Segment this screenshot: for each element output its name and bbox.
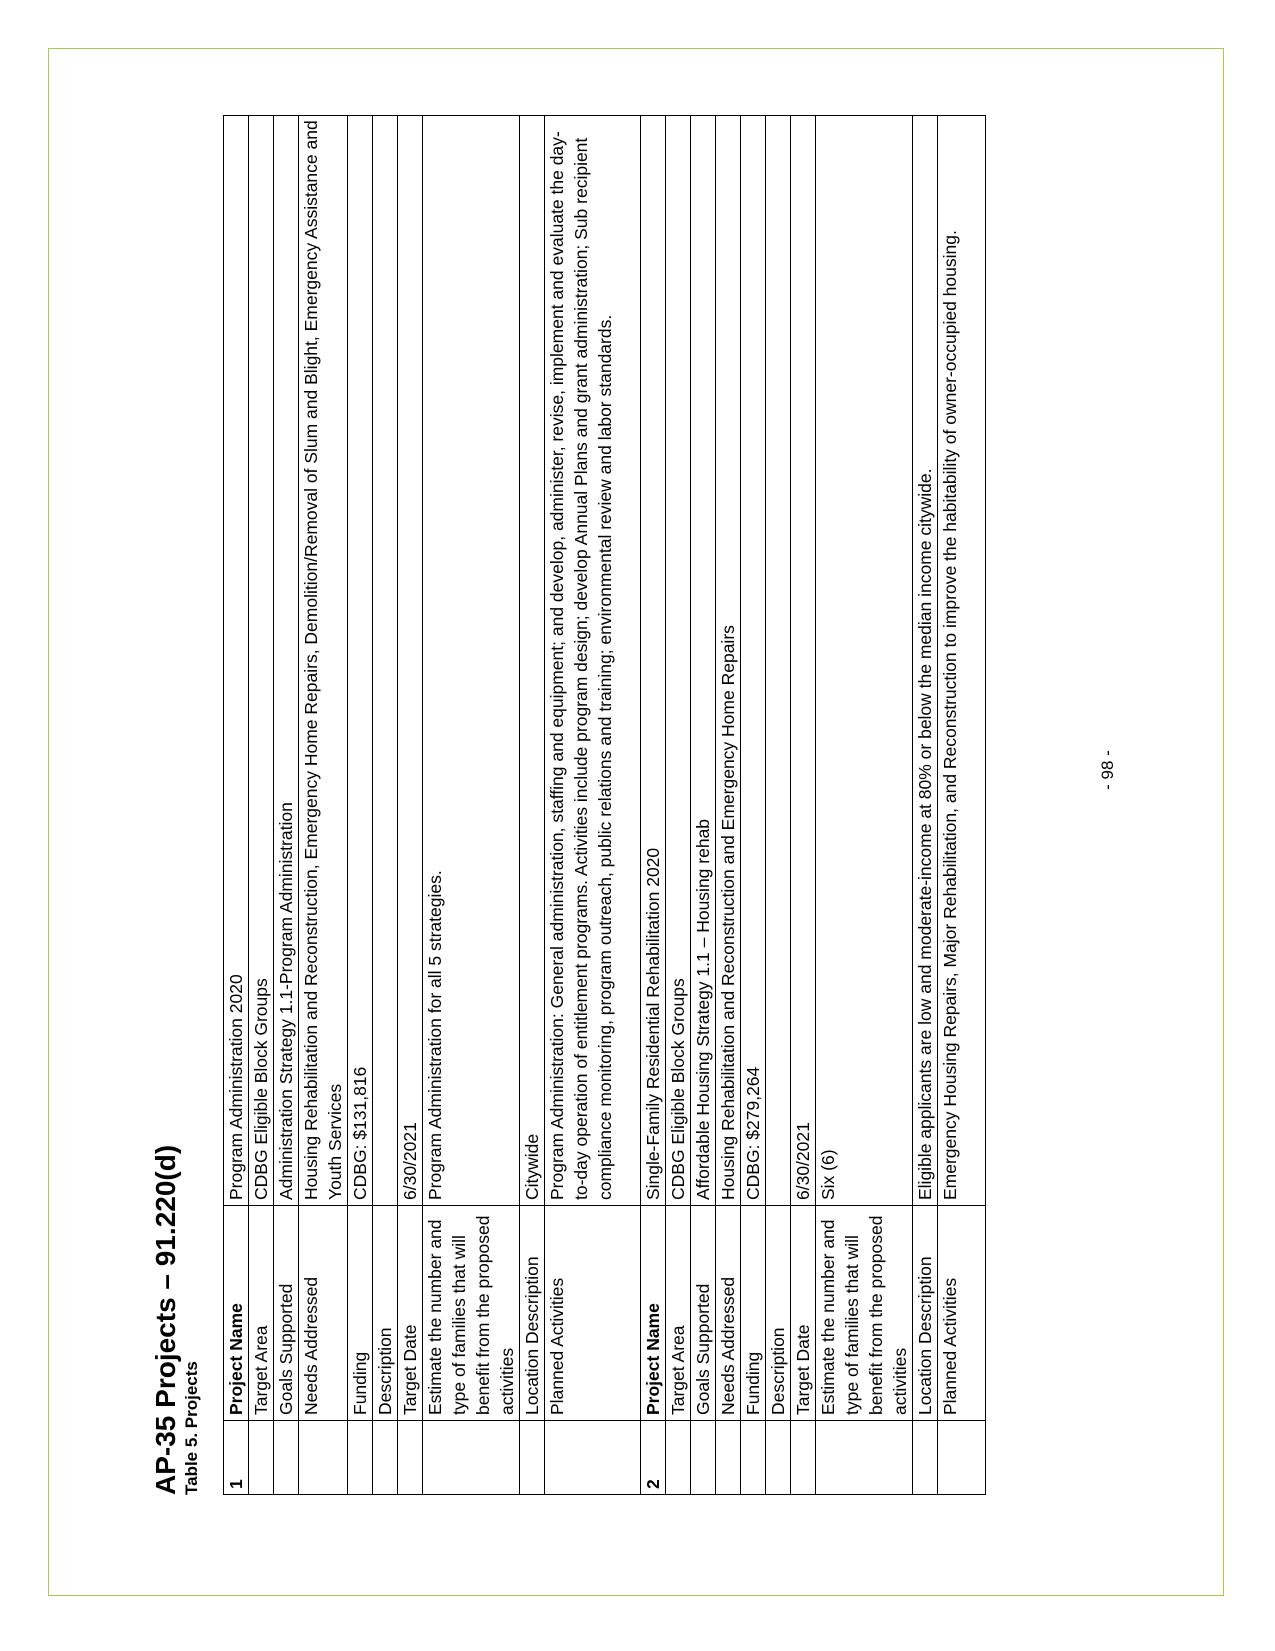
table-row — [373, 116, 398, 1495]
row-value: Administration Strategy 1.1-Program Administration — [274, 116, 299, 1206]
table-row — [938, 116, 986, 1495]
table-row — [249, 116, 274, 1495]
row-value: 6/30/2021 — [398, 116, 423, 1206]
row-value: Emergency Housing Repairs, Major Rehabilitation, and Reconstruction to improve the habitability of owner-occupied housing. — [938, 116, 986, 1206]
row-value: CDBG: $131,816 — [348, 116, 373, 1206]
row-value — [766, 116, 791, 1206]
table-row — [520, 116, 545, 1495]
row-value: Six (6) — [816, 116, 913, 1206]
row-label: Funding — [741, 1206, 766, 1421]
table-row — [348, 116, 373, 1495]
row-label: Location Description — [520, 1206, 545, 1421]
row-label: Needs Addressed — [716, 1206, 741, 1421]
row-label: Location Description — [913, 1206, 938, 1421]
row-value: Single-Family Residential Rehabilitation 2020 — [641, 116, 666, 1206]
row-value: Eligible applicants are low and moderate-income at 80% or below the median income citywide. — [913, 116, 938, 1206]
row-label: Planned Activities — [938, 1206, 986, 1421]
row-label: Estimate the number and type of families that will benefit from the proposed activities — [816, 1206, 913, 1421]
row-label: Target Date — [791, 1206, 816, 1421]
page-number: - 98 - — [1097, 750, 1117, 790]
row-value: Housing Rehabilitation and Reconstruction and Emergency Home Repairs — [716, 116, 741, 1206]
table-row — [299, 116, 348, 1495]
table-row — [641, 116, 666, 1495]
row-value: CDBG Eligible Block Groups — [249, 116, 274, 1206]
projects-table — [223, 115, 986, 1495]
table-row — [716, 116, 741, 1495]
table-row — [398, 116, 423, 1495]
row-value: CDBG: $279,264 — [741, 116, 766, 1206]
row-label: Target Area — [249, 1206, 274, 1421]
table-row — [816, 116, 913, 1495]
project-number: 1 — [224, 1421, 249, 1495]
table-row — [741, 116, 766, 1495]
table-row — [913, 116, 938, 1495]
row-value: Affordable Housing Strategy 1.1 – Housing rehab — [691, 116, 716, 1206]
row-value: 6/30/2021 — [791, 116, 816, 1206]
row-value: Housing Rehabilitation and Reconstruction, Emergency Home Repairs, Demolition/Removal of Slum and Blight, Emergency Assistance and Youth Services — [299, 116, 348, 1206]
row-value: Citywide — [520, 116, 545, 1206]
row-label: Needs Addressed — [299, 1206, 348, 1421]
table-row — [224, 116, 249, 1495]
rotated-content — [150, 115, 960, 1495]
table-row — [691, 116, 716, 1495]
row-label: Description — [766, 1206, 791, 1421]
row-value: Program Administration for all 5 strategies. — [423, 116, 520, 1206]
row-label: Target Area — [666, 1206, 691, 1421]
row-label: Project Name — [224, 1206, 249, 1421]
row-label: Estimate the number and type of families that will benefit from the proposed activities — [423, 1206, 520, 1421]
row-label: Target Date — [398, 1206, 423, 1421]
table-row — [545, 116, 641, 1495]
table-row — [791, 116, 816, 1495]
row-label: Description — [373, 1206, 398, 1421]
table-row — [274, 116, 299, 1495]
project-number: 2 — [641, 1421, 666, 1495]
row-label: Funding — [348, 1206, 373, 1421]
row-value: Program Administration 2020 — [224, 116, 249, 1206]
row-label: Goals Supported — [691, 1206, 716, 1421]
row-value: CDBG Eligible Block Groups — [666, 116, 691, 1206]
row-label: Project Name — [641, 1206, 666, 1421]
row-label: Planned Activities — [545, 1206, 641, 1421]
table-caption: Table 5. Projects — [182, 1361, 201, 1495]
page-title: AP-35 Projects – 91.220(d) — [150, 1144, 181, 1495]
table-row — [423, 116, 520, 1495]
table-row — [766, 116, 791, 1495]
row-label: Goals Supported — [274, 1206, 299, 1421]
row-value — [373, 116, 398, 1206]
row-value: Program Administration: General administration, staffing and equipment; and develop, administer, revise, implement and evaluate the day-to-day operation of entitlement programs. Activities include program design; develop Annual Plans and grant administration; Sub recipient compliance monitoring, program outreach, public relations and training; environmental review and labor standards. — [545, 116, 641, 1206]
table-row — [666, 116, 691, 1495]
